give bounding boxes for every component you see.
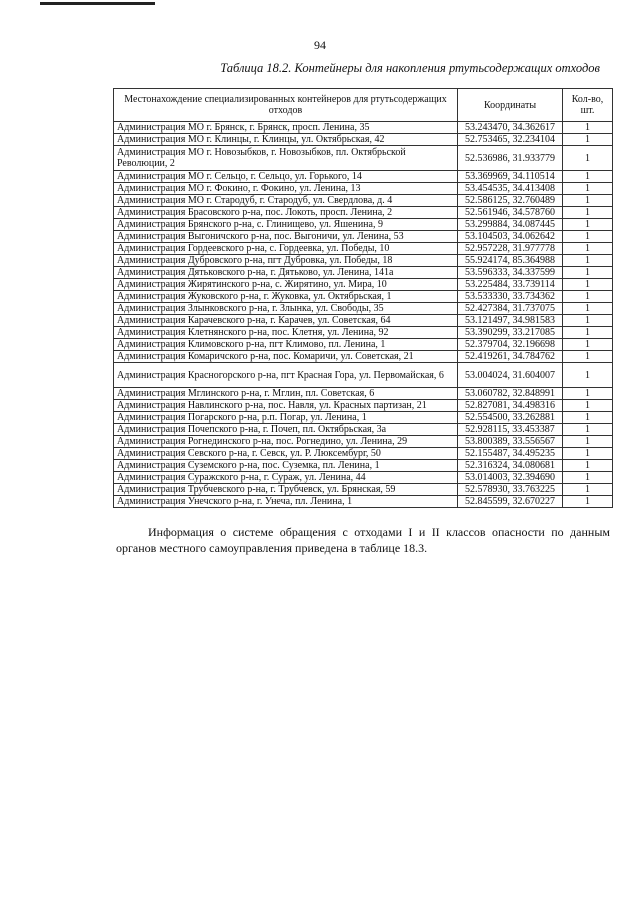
- table-row: [114, 388, 613, 400]
- quantity-cell: 1: [563, 388, 613, 400]
- quantity-cell: 1: [563, 363, 613, 388]
- table-row: [114, 400, 613, 412]
- header-location: Местонахождение специализированных контейнеров для ртутьсодержащих отходов: [114, 89, 458, 122]
- table-row: [114, 219, 613, 231]
- coordinates-cell: 52.827081, 34.498316: [458, 400, 563, 412]
- coordinates-cell: 52.427384, 31.737075: [458, 303, 563, 315]
- coordinates-cell: 52.578930, 33.763225: [458, 484, 563, 496]
- table-row: [114, 484, 613, 496]
- location-cell: Администрация Навлинского р-на, пос. Навля, ул. Красных партизан, 21: [114, 400, 458, 412]
- location-cell: Администрация Почепского р-на, г. Почеп, пл. Октябрьская, 3а: [114, 424, 458, 436]
- table-row: [114, 279, 613, 291]
- info-paragraph: Информация о системе обращения с отходами I и II классов опасности по данным органов местного самоуправления приведена в таблице 18.3.: [116, 525, 610, 555]
- quantity-cell: 1: [563, 351, 613, 363]
- table-row: [114, 412, 613, 424]
- location-cell: Администрация Севского р-на, г. Севск, ул. Р. Люксембург, 50: [114, 448, 458, 460]
- table-caption: Таблица 18.2. Контейнеры для накопления ртутьсодержащих отходов: [220, 61, 600, 75]
- location-cell: Администрация Брянского р-на, с. Глинищево, ул. Яшенина, 9: [114, 219, 458, 231]
- table-row: [114, 339, 613, 351]
- table-row: [114, 122, 613, 134]
- top-rule: [40, 2, 155, 5]
- location-cell: Администрация МО г. Брянск, г. Брянск, просп. Ленина, 35: [114, 122, 458, 134]
- table-row: [114, 315, 613, 327]
- quantity-cell: 1: [563, 412, 613, 424]
- quantity-cell: 1: [563, 134, 613, 146]
- coordinates-cell: 53.104503, 34.062642: [458, 231, 563, 243]
- quantity-cell: 1: [563, 303, 613, 315]
- quantity-cell: 1: [563, 171, 613, 183]
- coordinates-cell: 53.800389, 33.556567: [458, 436, 563, 448]
- table-row: [114, 231, 613, 243]
- coordinates-cell: 52.957228, 31.977778: [458, 243, 563, 255]
- table-header-row: [114, 89, 613, 122]
- table-row: [114, 496, 613, 508]
- location-cell: Администрация Дубровского р-на, пгт Дубровка, ул. Победы, 18: [114, 255, 458, 267]
- table-row: [114, 448, 613, 460]
- location-cell: Администрация Рогнединского р-на, пос. Рогнедино, ул. Ленина, 29: [114, 436, 458, 448]
- coordinates-cell: 52.928115, 33.453387: [458, 424, 563, 436]
- coordinates-cell: 53.390299, 33.217085: [458, 327, 563, 339]
- coordinates-cell: 52.155487, 34.495235: [458, 448, 563, 460]
- quantity-cell: 1: [563, 267, 613, 279]
- coordinates-cell: 52.536986, 31.933779: [458, 146, 563, 171]
- quantity-cell: 1: [563, 291, 613, 303]
- location-cell: Администрация Жуковского р-на, г. Жуковка, ул. Октябрьская, 1: [114, 291, 458, 303]
- location-cell: Администрация Клетнянского р-на, пос. Клетня, ул. Ленина, 92: [114, 327, 458, 339]
- quantity-cell: 1: [563, 339, 613, 351]
- quantity-cell: 1: [563, 327, 613, 339]
- table-row: [114, 243, 613, 255]
- location-cell: Администрация Унечского р-на, г. Унеча, пл. Ленина, 1: [114, 496, 458, 508]
- quantity-cell: 1: [563, 400, 613, 412]
- quantity-cell: 1: [563, 472, 613, 484]
- location-cell: Администрация Злынковского р-на, г. Злынка, ул. Свободы, 35: [114, 303, 458, 315]
- coordinates-cell: 53.596333, 34.337599: [458, 267, 563, 279]
- table-row: [114, 207, 613, 219]
- coordinates-cell: 53.454535, 34.413408: [458, 183, 563, 195]
- coordinates-cell: 53.121497, 34.981583: [458, 315, 563, 327]
- coordinates-cell: 52.845599, 32.670227: [458, 496, 563, 508]
- coordinates-cell: 53.014003, 32.394690: [458, 472, 563, 484]
- table-row: [114, 291, 613, 303]
- page-number: 94: [314, 38, 326, 52]
- table-row: [114, 472, 613, 484]
- header-coordinates: Координаты: [458, 89, 563, 122]
- quantity-cell: 1: [563, 315, 613, 327]
- table-row: [114, 363, 613, 388]
- location-cell: Администрация МО г. Новозыбков, г. Новозыбков, пл. Октябрьской Революции, 2: [114, 146, 458, 171]
- quantity-cell: 1: [563, 183, 613, 195]
- location-cell: Администрация МО г. Фокино, г. Фокино, ул. Ленина, 13: [114, 183, 458, 195]
- table-row: [114, 146, 613, 171]
- location-cell: Администрация Выгоничского р-на, пос. Выгоничи, ул. Ленина, 53: [114, 231, 458, 243]
- table-row: [114, 183, 613, 195]
- quantity-cell: 1: [563, 255, 613, 267]
- quantity-cell: 1: [563, 146, 613, 171]
- quantity-cell: 1: [563, 424, 613, 436]
- table-row: [114, 424, 613, 436]
- coordinates-cell: 53.299884, 34.087445: [458, 219, 563, 231]
- table-row: [114, 351, 613, 363]
- location-cell: Администрация Комаричского р-на, пос. Комаричи, ул. Советская, 21: [114, 351, 458, 363]
- coordinates-cell: 52.379704, 32.196698: [458, 339, 563, 351]
- location-cell: Администрация Климовского р-на, пгт Климово, пл. Ленина, 1: [114, 339, 458, 351]
- table-row: [114, 460, 613, 472]
- header-quantity: Кол-во, шт.: [563, 89, 613, 122]
- table-row: [114, 303, 613, 315]
- table-row: [114, 255, 613, 267]
- coordinates-cell: 52.554500, 33.262881: [458, 412, 563, 424]
- location-cell: Администрация МО г. Стародуб, г. Стародуб, ул. Свердлова, д. 4: [114, 195, 458, 207]
- quantity-cell: 1: [563, 279, 613, 291]
- location-cell: Администрация Красногорского р-на, пгт Красная Гора, ул. Первомайская, 6: [114, 363, 458, 388]
- quantity-cell: 1: [563, 195, 613, 207]
- quantity-cell: 1: [563, 496, 613, 508]
- location-cell: Администрация Дятьковского р-на, г. Дятьково, ул. Ленина, 141а: [114, 267, 458, 279]
- coordinates-cell: 52.419261, 34.784762: [458, 351, 563, 363]
- quantity-cell: 1: [563, 231, 613, 243]
- quantity-cell: 1: [563, 484, 613, 496]
- table-row: [114, 171, 613, 183]
- coordinates-cell: 53.060782, 32.848991: [458, 388, 563, 400]
- quantity-cell: 1: [563, 448, 613, 460]
- location-cell: Администрация Мглинского р-на, г. Мглин, пл. Советская, 6: [114, 388, 458, 400]
- location-cell: Администрация МО г. Сельцо, г. Сельцо, ул. Горького, 14: [114, 171, 458, 183]
- location-cell: Администрация Карачевского р-на, г. Карачев, ул. Советская, 64: [114, 315, 458, 327]
- coordinates-cell: 53.533330, 33.734362: [458, 291, 563, 303]
- location-cell: Администрация Жирятинского р-на, с. Жирятино, ул. Мира, 10: [114, 279, 458, 291]
- location-cell: Администрация МО г. Клинцы, г. Клинцы, ул. Октябрьская, 42: [114, 134, 458, 146]
- quantity-cell: 1: [563, 436, 613, 448]
- coordinates-cell: 52.316324, 34.080681: [458, 460, 563, 472]
- table-body: [114, 122, 613, 508]
- quantity-cell: 1: [563, 243, 613, 255]
- location-cell: Администрация Погарского р-на, р.п. Погар, ул. Ленина, 1: [114, 412, 458, 424]
- containers-table: [113, 88, 613, 508]
- coordinates-cell: 53.004024, 31.604007: [458, 363, 563, 388]
- quantity-cell: 1: [563, 460, 613, 472]
- coordinates-cell: 53.225484, 33.739114: [458, 279, 563, 291]
- table-row: [114, 327, 613, 339]
- coordinates-cell: 52.753465, 32.234104: [458, 134, 563, 146]
- quantity-cell: 1: [563, 122, 613, 134]
- table-row: [114, 195, 613, 207]
- location-cell: Администрация Суражского р-на, г. Сураж, ул. Ленина, 44: [114, 472, 458, 484]
- table-row: [114, 436, 613, 448]
- location-cell: Администрация Гордеевского р-на, с. Гордеевка, ул. Победы, 10: [114, 243, 458, 255]
- location-cell: Администрация Брасовского р-на, пос. Локоть, просп. Ленина, 2: [114, 207, 458, 219]
- location-cell: Администрация Трубчевского р-на, г. Трубчевск, ул. Брянская, 59: [114, 484, 458, 496]
- location-cell: Администрация Суземского р-на, пос. Суземка, пл. Ленина, 1: [114, 460, 458, 472]
- coordinates-cell: 55.924174, 85.364988: [458, 255, 563, 267]
- table-row: [114, 134, 613, 146]
- coordinates-cell: 52.586125, 32.760489: [458, 195, 563, 207]
- coordinates-cell: 53.369969, 34.110514: [458, 171, 563, 183]
- quantity-cell: 1: [563, 219, 613, 231]
- coordinates-cell: 52.561946, 34.578760: [458, 207, 563, 219]
- quantity-cell: 1: [563, 207, 613, 219]
- coordinates-cell: 53.243470, 34.362617: [458, 122, 563, 134]
- table-row: [114, 267, 613, 279]
